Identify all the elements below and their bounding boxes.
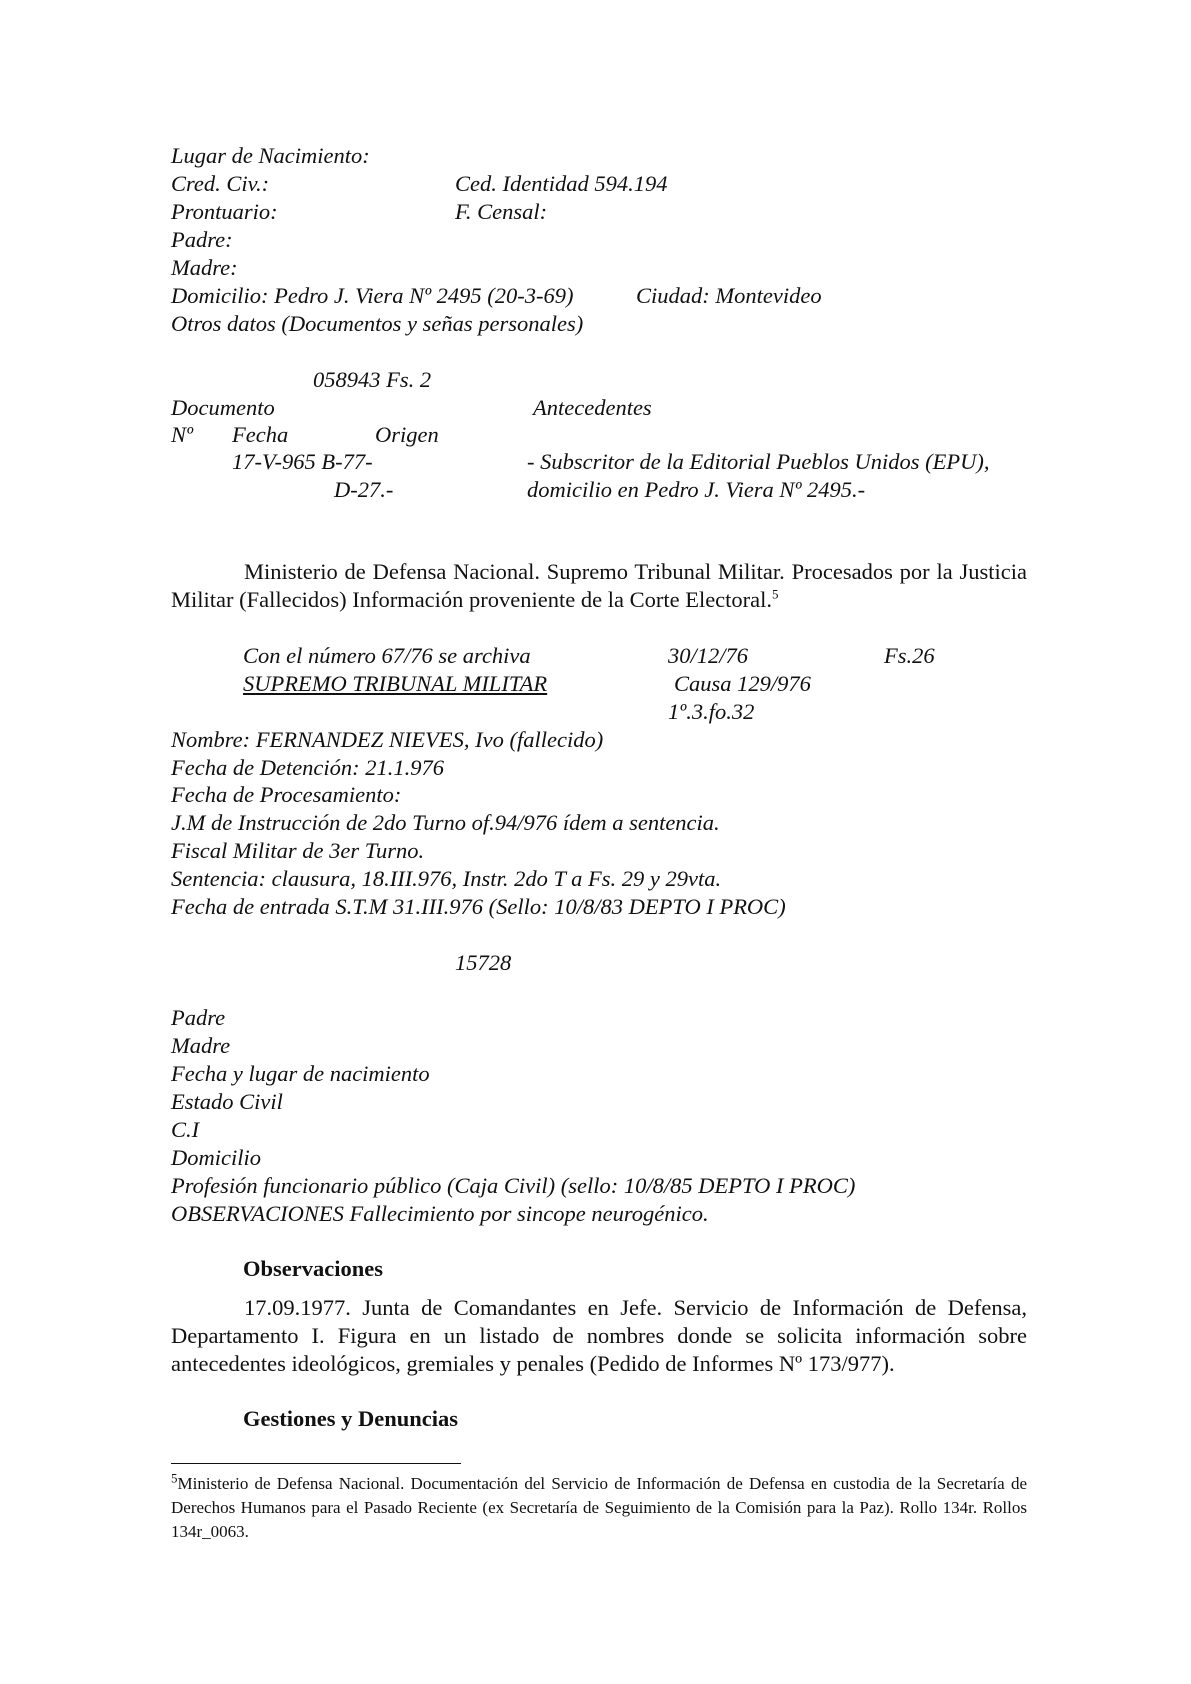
footnote-number: 5 [171, 1470, 178, 1486]
footnote-text: Ministerio de Defensa Nacional. Documentación del Servicio de Información de Defensa en custodia de la Secretaría de Derechos Humanos para el Pasado Reciente (ex Secretaría de Seguimiento de la Comisión para la Paz). Rollo 134r. Rollos 134r_0063. [171, 1474, 1027, 1541]
entry-date-origin: 17-V-965 B-77- [232, 449, 373, 474]
domicilio: Domicilio: Pedro J. Viera Nº 2495 (20-3-69) [171, 283, 574, 308]
record3-profesion: Profesión funcionario público (Caja Civil) (sello: 10/8/85 DEPTO I PROC) [171, 1173, 856, 1198]
cred-civ-label: Cred. Civ.: [171, 171, 270, 196]
record3-fecha-lugar: Fecha y lugar de nacimiento [171, 1061, 430, 1086]
f-censal-label: F. Censal: [455, 199, 548, 224]
archiva-fecha: 30/12/76 [668, 643, 749, 668]
folio: 1º.3.fo.32 [668, 699, 755, 724]
observaciones-paragraph [171, 1294, 1027, 1378]
antecedentes-header: Antecedentes [533, 395, 652, 420]
archiva-fs: Fs.26 [884, 643, 935, 668]
nombre: Nombre: FERNANDEZ NIEVES, Ivo (fallecido) [171, 727, 604, 752]
otros-datos: Otros datos (Documentos y señas personales) [171, 311, 584, 336]
archiva-line: Con el número 67/76 se archiva [243, 643, 531, 668]
entry-text-line2: domicilio en Pedro J. Viera Nº 2495.- [527, 477, 866, 502]
prontuario-label: Prontuario: [171, 199, 278, 224]
fiscal-militar: Fiscal Militar de 3er Turno. [171, 838, 425, 863]
documento-header: Documento [171, 395, 275, 420]
juez-instruccion: J.M de Instrucción de 2do Turno of.94/976 ídem a sentencia. [171, 810, 720, 835]
ciudad: Ciudad: Montevideo [636, 283, 822, 308]
footnote [171, 1472, 1027, 1544]
footnote-reference: 5 [772, 586, 779, 602]
record3-estado-civil: Estado Civil [171, 1089, 283, 1114]
record3-observaciones: OBSERVACIONES Fallecimiento por sincope neurogénico. [171, 1201, 709, 1226]
record-code: 058943 Fs. 2 [313, 367, 432, 392]
origen-header: Origen [375, 422, 439, 447]
fecha-procesamiento: Fecha de Procesamiento: [171, 782, 402, 807]
footnote-divider [171, 1463, 461, 1464]
entry-text-line1: - Subscritor de la Editorial Pueblos Unidos (EPU), [527, 449, 990, 474]
observaciones-text: 17.09.1977. Junta de Comandantes en Jefe. Servicio de Información de Defensa, Departamento I. Figura en un listado de nombres donde se solicita información sobre antecedentes ideológicos, gremiales y penales (Pedido de Informes Nº 173/977). [171, 1295, 1027, 1376]
ministerio-paragraph [171, 558, 1027, 614]
entry-origin-line2: D-27.- [334, 477, 394, 502]
causa: Causa 129/976 [674, 671, 811, 696]
fecha-detencion: Fecha de Detención: 21.1.976 [171, 755, 445, 780]
tribunal-heading: SUPREMO TRIBUNAL MILITAR [243, 671, 548, 696]
record3-ci: C.I [171, 1117, 200, 1142]
gestiones-heading: Gestiones y Denuncias [243, 1406, 459, 1431]
numero-header: Nº [171, 422, 193, 447]
record3-domicilio: Domicilio [171, 1145, 261, 1170]
lugar-nacimiento-label: Lugar de Nacimiento: [171, 143, 370, 168]
record3-padre: Padre [171, 1005, 226, 1030]
observaciones-heading: Observaciones [243, 1256, 383, 1281]
fecha-entrada: Fecha de entrada S.T.M 31.III.976 (Sello: 10/8/83 DEPTO I PROC) [171, 894, 786, 919]
record3-code: 15728 [455, 950, 512, 975]
record3-madre: Madre [171, 1033, 231, 1058]
ced-identidad: Ced. Identidad 594.194 [455, 171, 668, 196]
fecha-header: Fecha [232, 422, 289, 447]
sentencia: Sentencia: clausura, 18.III.976, Instr. 2do T a Fs. 29 y 29vta. [171, 866, 722, 891]
ministerio-paragraph-text: Ministerio de Defensa Nacional. Supremo Tribunal Militar. Procesados por la Justicia Militar (Fallecidos) Información proveniente de la Corte Electoral. [171, 559, 1027, 612]
padre-label: Padre: [171, 227, 233, 252]
madre-label: Madre: [171, 255, 238, 280]
